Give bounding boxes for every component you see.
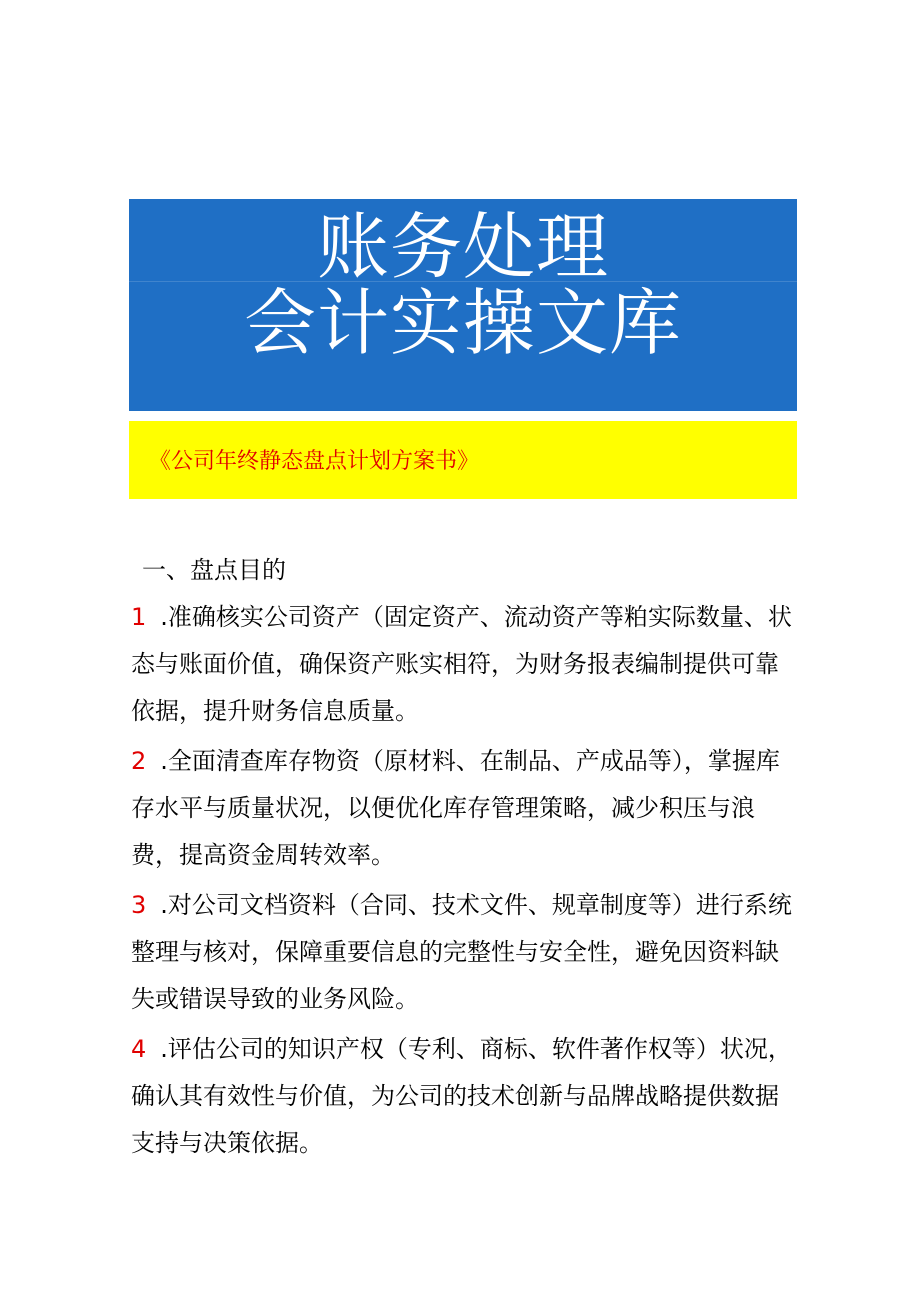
list-item-number: 3	[131, 891, 147, 919]
list-item-number: 2	[131, 747, 147, 775]
banner-title-line2: 会计实操文库	[243, 281, 682, 365]
document-title-bar	[129, 421, 797, 499]
section-heading: 一、盘点目的	[142, 556, 286, 584]
list-item-text: .准确核实公司资产（固定资产、流动资产等粕实际数量、状态与账面价值，确保资产账实相符，为财务报表编制提供可靠依据，提升财务信息质量。	[131, 603, 792, 725]
list-item-text: .评估公司的知识产权（专利、商标、软件著作权等）状况，确认其有效性与价值，为公司的技术创新与品牌战略提供数据支持与决策依据。	[131, 1035, 792, 1157]
list-item-text: .对公司文档资料（合同、技术文件、规章制度等）进行系统整理与核对，保障重要信息的完整性与安全性，避免因资料缺失或错误导致的业务风险。	[131, 891, 792, 1013]
list-item	[131, 1026, 801, 1167]
list-item	[131, 738, 801, 879]
list-item-text: .全面清查库存物资（原材料、在制品、产成品等），掌握库存水平与质量状况，以便优化库存管理策略，减少积压与浪费，提高资金周转效率。	[131, 747, 780, 869]
list-item	[131, 594, 801, 735]
banner	[129, 199, 797, 411]
banner-title-line1: 账务处理	[316, 205, 609, 289]
purpose-list	[131, 594, 801, 1170]
list-item-number: 4	[131, 1035, 147, 1063]
list-item-number: 1	[131, 603, 147, 631]
document-title: 《公司年终静态盘点计划方案书》	[149, 449, 480, 474]
list-item	[131, 882, 801, 1023]
